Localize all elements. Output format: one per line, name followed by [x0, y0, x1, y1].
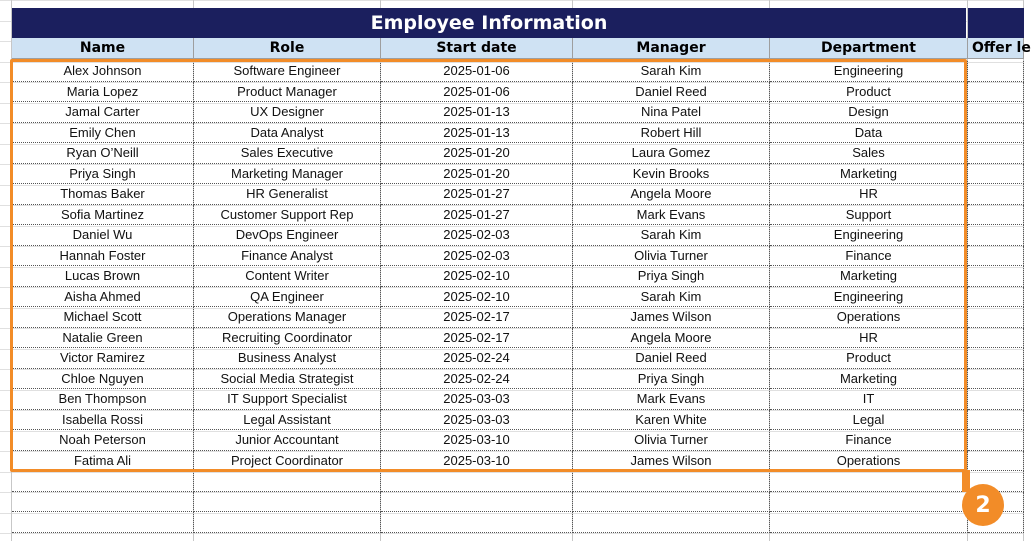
column-header[interactable]: Manager: [573, 38, 770, 59]
table-cell[interactable]: 2025-01-13: [381, 123, 573, 144]
table-cell[interactable]: [968, 164, 1024, 185]
table-cell[interactable]: Design: [770, 102, 968, 123]
table-cell[interactable]: Product: [770, 82, 968, 103]
table-cell[interactable]: IT: [770, 389, 968, 410]
table-cell[interactable]: Priya Singh: [12, 164, 194, 185]
table-cell[interactable]: Daniel Reed: [573, 82, 770, 103]
table-cell[interactable]: UX Designer: [194, 102, 381, 123]
table-cell[interactable]: [968, 451, 1024, 472]
table-cell[interactable]: Marketing: [770, 369, 968, 390]
table-cell[interactable]: Emily Chen: [12, 123, 194, 144]
table-cell[interactable]: Customer Support Rep: [194, 205, 381, 226]
table-cell[interactable]: [194, 471, 381, 492]
table-cell[interactable]: Michael Scott: [12, 307, 194, 328]
table-cell[interactable]: 2025-03-03: [381, 410, 573, 431]
table-cell[interactable]: [770, 492, 968, 513]
table-cell[interactable]: Robert Hill: [573, 123, 770, 144]
table-cell[interactable]: Finance Analyst: [194, 246, 381, 267]
table-cell[interactable]: [968, 225, 1024, 246]
table-cell[interactable]: Product Manager: [194, 82, 381, 103]
table-cell[interactable]: Marketing: [770, 164, 968, 185]
table-cell[interactable]: 2025-01-27: [381, 205, 573, 226]
table-cell[interactable]: 2025-02-24: [381, 369, 573, 390]
table-cell[interactable]: [12, 471, 194, 492]
table-cell[interactable]: 2025-02-17: [381, 328, 573, 349]
sheet-title[interactable]: Employee Information: [12, 8, 966, 38]
table-cell[interactable]: [194, 492, 381, 513]
table-cell[interactable]: Operations: [770, 307, 968, 328]
table-cell[interactable]: [968, 205, 1024, 226]
table-cell[interactable]: Finance: [770, 430, 968, 451]
table-cell[interactable]: Operations Manager: [194, 307, 381, 328]
table-cell[interactable]: Maria Lopez: [12, 82, 194, 103]
table-cell[interactable]: [12, 512, 194, 533]
table-cell[interactable]: Laura Gomez: [573, 143, 770, 164]
table-cell[interactable]: Ryan O’Neill: [12, 143, 194, 164]
table-cell[interactable]: Lucas Brown: [12, 266, 194, 287]
table-cell[interactable]: IT Support Specialist: [194, 389, 381, 410]
table-cell[interactable]: Priya Singh: [573, 266, 770, 287]
table-cell[interactable]: 2025-02-03: [381, 225, 573, 246]
table-cell[interactable]: Noah Peterson: [12, 430, 194, 451]
title-bar-extension: [968, 8, 1024, 38]
table-cell[interactable]: 2025-03-10: [381, 430, 573, 451]
table-cell[interactable]: Finance: [770, 246, 968, 267]
table-cell[interactable]: Software Engineer: [194, 61, 381, 82]
table-cell[interactable]: [573, 512, 770, 533]
table-cell[interactable]: Operations: [770, 451, 968, 472]
table-cell[interactable]: Sofia Martinez: [12, 205, 194, 226]
table-cell[interactable]: Fatima Ali: [12, 451, 194, 472]
table-cell[interactable]: [968, 410, 1024, 431]
table-cell[interactable]: James Wilson: [573, 307, 770, 328]
table-cell[interactable]: [968, 430, 1024, 451]
table-cell[interactable]: Data Analyst: [194, 123, 381, 144]
table-cell[interactable]: Project Coordinator: [194, 451, 381, 472]
table-cell[interactable]: Aisha Ahmed: [12, 287, 194, 308]
column-header[interactable]: Department: [770, 38, 968, 59]
table-cell[interactable]: [12, 492, 194, 513]
table-cell[interactable]: Olivia Turner: [573, 430, 770, 451]
table-cell[interactable]: HR: [770, 328, 968, 349]
table-cell[interactable]: [968, 307, 1024, 328]
table-cell[interactable]: [968, 287, 1024, 308]
table-cell[interactable]: Sarah Kim: [573, 287, 770, 308]
table-cell[interactable]: Chloe Nguyen: [12, 369, 194, 390]
table-cell[interactable]: HR Generalist: [194, 184, 381, 205]
table-cell[interactable]: Sarah Kim: [573, 61, 770, 82]
table-cell[interactable]: Engineering: [770, 225, 968, 246]
table-cell[interactable]: 2025-01-20: [381, 164, 573, 185]
table-cell[interactable]: [573, 471, 770, 492]
table-cell[interactable]: [968, 184, 1024, 205]
table-cell[interactable]: 2025-02-24: [381, 348, 573, 369]
table-cell[interactable]: [968, 143, 1024, 164]
table-cell[interactable]: 2025-02-03: [381, 246, 573, 267]
table-cell[interactable]: Recruiting Coordinator: [194, 328, 381, 349]
table-cell[interactable]: Marketing Manager: [194, 164, 381, 185]
table-cell[interactable]: Sarah Kim: [573, 225, 770, 246]
table-cell[interactable]: Isabella Rossi: [12, 410, 194, 431]
table-cell[interactable]: [381, 471, 573, 492]
table-cell[interactable]: Ben Thompson: [12, 389, 194, 410]
table-cell[interactable]: [968, 389, 1024, 410]
table-cell[interactable]: 2025-01-20: [381, 143, 573, 164]
table-cell[interactable]: [968, 348, 1024, 369]
table-cell[interactable]: 2025-02-10: [381, 266, 573, 287]
table-cell[interactable]: Jamal Carter: [12, 102, 194, 123]
table-cell[interactable]: Product: [770, 348, 968, 369]
table-cell[interactable]: [968, 102, 1024, 123]
table-cell[interactable]: Kevin Brooks: [573, 164, 770, 185]
table-cell[interactable]: [968, 369, 1024, 390]
table-cell[interactable]: Hannah Foster: [12, 246, 194, 267]
table-cell[interactable]: Nina Patel: [573, 102, 770, 123]
table-cell[interactable]: Sales: [770, 143, 968, 164]
table-cell[interactable]: Junior Accountant: [194, 430, 381, 451]
table-cell[interactable]: DevOps Engineer: [194, 225, 381, 246]
table-cell[interactable]: [770, 471, 968, 492]
column-header[interactable]: Role: [194, 38, 381, 59]
column-header[interactable]: Offer le: [968, 38, 1024, 59]
table-cell[interactable]: Content Writer: [194, 266, 381, 287]
table-cell[interactable]: Daniel Reed: [573, 348, 770, 369]
table-cell[interactable]: 2025-03-03: [381, 389, 573, 410]
table-cell[interactable]: Alex Johnson: [12, 61, 194, 82]
table-cell[interactable]: [194, 512, 381, 533]
table-cell[interactable]: [381, 492, 573, 513]
table-cell[interactable]: [968, 123, 1024, 144]
table-cell[interactable]: [968, 82, 1024, 103]
table-cell[interactable]: Mark Evans: [573, 205, 770, 226]
table-cell[interactable]: Mark Evans: [573, 389, 770, 410]
table-cell[interactable]: [968, 328, 1024, 349]
table-cell[interactable]: Data: [770, 123, 968, 144]
table-cell[interactable]: [968, 246, 1024, 267]
table-cell[interactable]: 2025-01-06: [381, 61, 573, 82]
table-cell[interactable]: [573, 492, 770, 513]
column-header[interactable]: Name: [12, 38, 194, 59]
table-cell[interactable]: 2025-03-10: [381, 451, 573, 472]
table-cell[interactable]: Sales Executive: [194, 143, 381, 164]
step-badge: 2: [962, 484, 1004, 526]
table-cell[interactable]: 2025-02-10: [381, 287, 573, 308]
table-cell[interactable]: Engineering: [770, 287, 968, 308]
table-cell[interactable]: [381, 512, 573, 533]
table-cell[interactable]: 2025-01-27: [381, 184, 573, 205]
table-cell[interactable]: Angela Moore: [573, 184, 770, 205]
table-cell[interactable]: 2025-01-13: [381, 102, 573, 123]
table-cell[interactable]: Thomas Baker: [12, 184, 194, 205]
table-cell[interactable]: Legal: [770, 410, 968, 431]
grid-row-line: [0, 533, 1024, 534]
table-cell[interactable]: Karen White: [573, 410, 770, 431]
table-cell[interactable]: QA Engineer: [194, 287, 381, 308]
table-cell[interactable]: Natalie Green: [12, 328, 194, 349]
table-cell[interactable]: Victor Ramirez: [12, 348, 194, 369]
table-cell[interactable]: [968, 266, 1024, 287]
table-cell[interactable]: Daniel Wu: [12, 225, 194, 246]
table-cell[interactable]: Olivia Turner: [573, 246, 770, 267]
table-cell[interactable]: Angela Moore: [573, 328, 770, 349]
table-cell[interactable]: Legal Assistant: [194, 410, 381, 431]
table-cell[interactable]: 2025-01-06: [381, 82, 573, 103]
grid-row-line: [0, 0, 1024, 1]
table-cell[interactable]: Social Media Strategist: [194, 369, 381, 390]
column-header[interactable]: Start date: [381, 38, 573, 59]
table-cell[interactable]: HR: [770, 184, 968, 205]
table-cell[interactable]: Engineering: [770, 61, 968, 82]
table-cell[interactable]: James Wilson: [573, 451, 770, 472]
table-cell[interactable]: Priya Singh: [573, 369, 770, 390]
table-cell[interactable]: Marketing: [770, 266, 968, 287]
table-cell[interactable]: Business Analyst: [194, 348, 381, 369]
table-cell[interactable]: Support: [770, 205, 968, 226]
table-cell[interactable]: 2025-02-17: [381, 307, 573, 328]
table-cell[interactable]: [770, 512, 968, 533]
table-cell[interactable]: [968, 61, 1024, 82]
